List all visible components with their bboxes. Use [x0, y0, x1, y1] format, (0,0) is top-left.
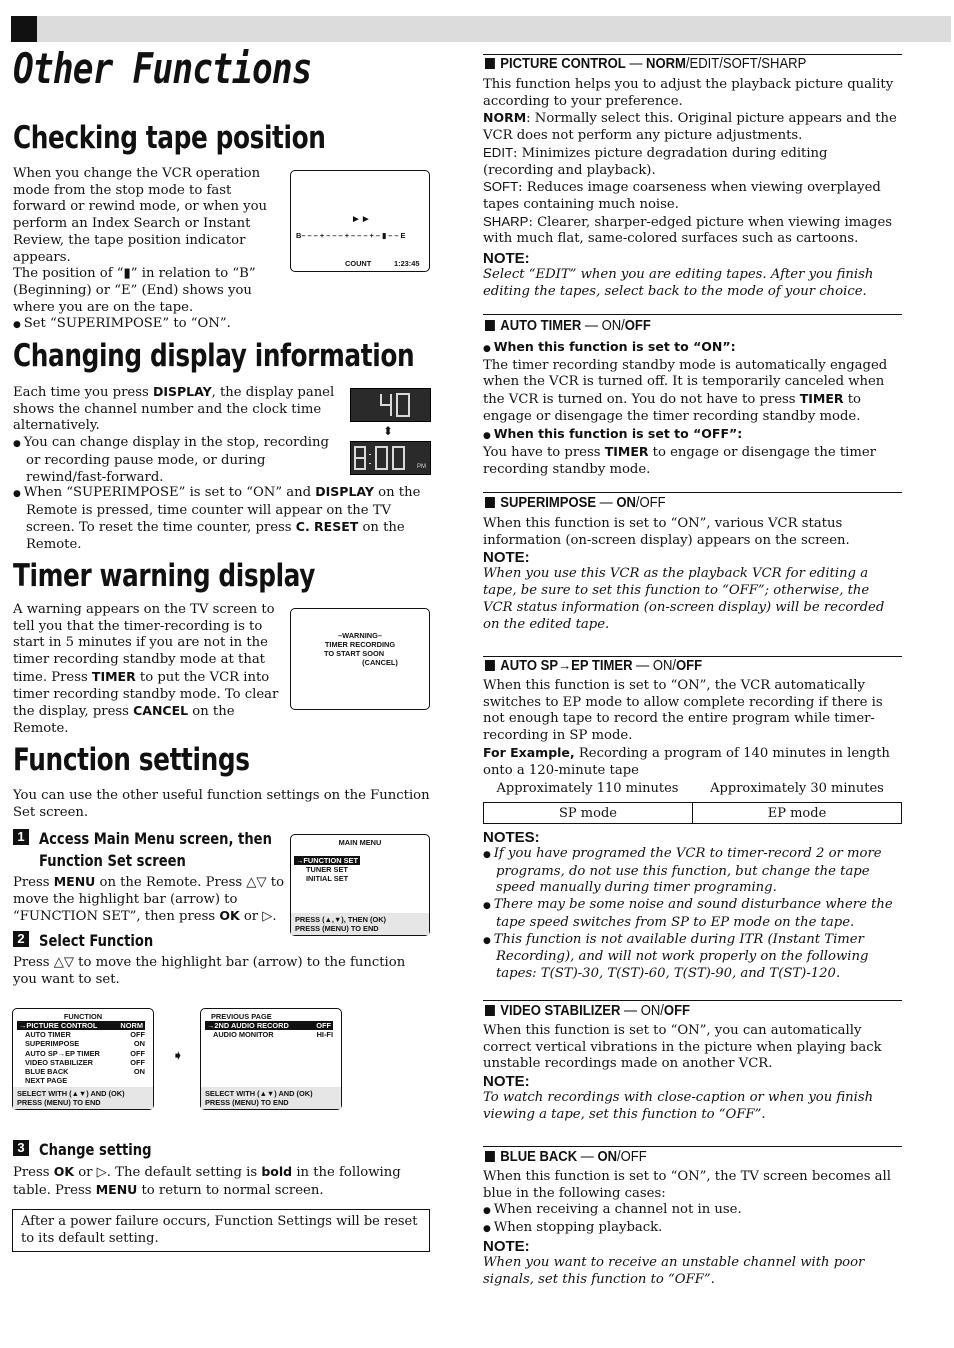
- auto-sp-ep-body: [483, 678, 902, 779]
- auto-sp-ep-note-3: ● This function is not available during ITR (Instant Timer Recording), and will not work properly on the following tapes: T(ST)-30, T(ST)-60, T(ST)-90, and T(ST)-120.: [483, 932, 902, 983]
- square-bullet-icon: [485, 1151, 495, 1162]
- text-span: : Normally select this. Original picture appears and the VCR does not perform any picture adjustments.: [483, 111, 897, 144]
- auto-timer-body: [483, 339, 902, 479]
- heading-text: ON/: [652, 658, 677, 674]
- step-3-number: 3: [13, 1140, 29, 1156]
- function-row-blue-back[interactable]: [17, 1067, 145, 1076]
- function-menu-2-footer-line-1: SELECT WITH (▲▼) AND (OK): [205, 1089, 313, 1098]
- function-menu-footer-line-2: PRESS (MENU) TO END: [17, 1098, 101, 1107]
- text-span: to engage or disengage the timer recording standby mode.: [483, 392, 861, 424]
- warning-text: [291, 631, 429, 667]
- text-span: on the Remote.: [26, 520, 405, 553]
- row-value: OFF: [316, 1021, 331, 1030]
- heading-text: ON: [597, 1149, 618, 1165]
- power-failure-note: After a power failure occurs, Function Settings will be reset to its default setting.: [12, 1209, 430, 1252]
- warning-line-4: (CANCEL): [362, 658, 398, 667]
- step-1-paragraph: [13, 874, 285, 926]
- text-span: When “SUPERIMPOSE” is set to “ON” and: [23, 485, 316, 500]
- function-intro: You can use the other useful function settings on the Function Set screen.: [13, 788, 430, 820]
- menu-key: MENU: [53, 874, 96, 889]
- row-value: OFF: [130, 1030, 145, 1040]
- heading-text: —: [620, 1003, 641, 1019]
- picture-soft: [483, 179, 902, 213]
- tape-position-screen: [290, 170, 430, 272]
- picture-edit: [483, 145, 902, 179]
- step-2-number: 2: [13, 931, 29, 947]
- function-row-auto-timer[interactable]: [17, 1030, 145, 1039]
- c-reset-key: C. RESET: [295, 519, 359, 535]
- tape-position-bar: B– – – + – – – + – – – + – ▮ – – E: [296, 231, 406, 240]
- rule-video-stabilizer: [483, 1000, 902, 1001]
- heading-text: SUPERIMPOSE: [500, 495, 597, 511]
- ep-approx-label: Approximately 30 minutes: [710, 781, 884, 796]
- auto-timer-off-text: [483, 444, 902, 478]
- text-span: to engage or disengage the timer recording standby mode.: [483, 445, 876, 477]
- text-span: or ▷.: [239, 909, 277, 925]
- row-name: VIDEO STABILIZER: [25, 1057, 94, 1067]
- step-2-heading: Select Function: [39, 931, 154, 950]
- rule-picture-control: [483, 54, 902, 55]
- heading-text: AUTO SP→EP TIMER: [500, 658, 633, 674]
- display-key: DISPLAY: [152, 384, 212, 399]
- menu-item-tuner-set[interactable]: TUNER SET: [306, 865, 348, 874]
- function-row-next-page[interactable]: NEXT PAGE: [25, 1076, 68, 1086]
- menu-item-initial-set[interactable]: INITIAL SET: [306, 874, 349, 883]
- function-menu-2-list: [205, 1021, 333, 1039]
- function-row-video-stabilizer[interactable]: [17, 1058, 145, 1067]
- row-value: OFF: [130, 1048, 145, 1058]
- auto-sp-ep-notes-heading: NOTES:: [483, 829, 540, 846]
- step-1-heading: [39, 828, 272, 872]
- function-row-picture-control[interactable]: [17, 1021, 145, 1030]
- text-span: : Reduces image coarseness when viewing overplayed tapes containing much noise.: [483, 180, 881, 212]
- heading-text: OFF: [663, 1003, 691, 1019]
- square-bullet-icon: [485, 1005, 495, 1016]
- row-name: →PICTURE CONTROL: [19, 1021, 98, 1030]
- function-menu-footer-line-1: SELECT WITH (▲▼) AND (OK): [17, 1089, 125, 1098]
- display-key: DISPLAY: [315, 484, 374, 499]
- previous-page-item[interactable]: PREVIOUS PAGE: [211, 1012, 272, 1021]
- main-menu-list: [294, 856, 360, 883]
- heading-checking-tape-position: Checking tape position: [13, 120, 326, 156]
- menu-key: MENU: [95, 1181, 138, 1197]
- main-menu-footer-line-1: PRESS (▲,▼), THEN (OK): [295, 915, 387, 924]
- blue-back-body: [483, 1169, 902, 1288]
- checking-paragraph-2: The position of “▮” in relation to “B” (Beginning) or “E” (End) shows you where you are on the tape.: [13, 266, 256, 315]
- sp-approx-label: Approximately 110 minutes: [496, 781, 679, 796]
- display-bullet-2: [13, 484, 427, 554]
- count-label: COUNT: [345, 259, 372, 268]
- text-span: Recording a program of 140 minutes in length onto a 120-minute tape: [483, 745, 890, 778]
- text-span: , the display panel shows the channel number and the clock time alternatively.: [13, 385, 335, 434]
- section-heading-blue-back: [485, 1149, 647, 1165]
- picture-sharp: [483, 214, 902, 248]
- step-1-text: [13, 874, 285, 926]
- text-span: The timer recording standby mode is automatically engaged when the VCR is turned off. It is temporarily canceled when the VCR is turned on. You do not have to press: [483, 357, 888, 408]
- text-span: on the Remote. Press △▽ to move the highlight bar (arrow) to “FUNCTION SET”, then press: [13, 875, 285, 925]
- auto-sp-ep-example: [483, 745, 902, 779]
- display-bullet-1: ● You can change display in the stop, recording or recording pause mode, or during rewind/fast-forward.: [13, 435, 335, 486]
- auto-sp-ep-note-1: ● If you have programed the VCR to timer-record 2 or more programs, do not use this function, but change the tape speed manually during timer programing.: [483, 846, 902, 897]
- row-value: NORM: [120, 1021, 143, 1030]
- text-span: : Clearer, sharper-edged picture when viewing images with much flat, same-colored surfaces such as cartoons.: [483, 214, 893, 247]
- square-bullet-icon: [485, 58, 495, 69]
- warning-line-2: TIMER RECORDING: [324, 640, 396, 649]
- warning-line-1: –WARNING–: [338, 631, 382, 640]
- auto-sp-ep-note-2: ● There may be some noise and sound disturbance where the tape speed switches from SP to EP mode on the tape.: [483, 897, 902, 931]
- header-block: [11, 16, 37, 42]
- function-row-auto-sp-ep[interactable]: [17, 1049, 145, 1058]
- auto-sp-ep-text: When this function is set to “ON”, the VCR automatically switches to EP mode to allow complete recording if there is not enough tape to record the entire program while timer-recording in SP mode.: [483, 678, 883, 744]
- lcd-clock-display: [350, 441, 431, 475]
- next-arrow-icon: ➧: [172, 1048, 184, 1064]
- blue-back-bullet-2: ● When stopping playback.: [483, 1220, 902, 1238]
- ok-key: OK: [219, 908, 240, 924]
- text-span: in the following table. Press: [13, 1165, 401, 1198]
- heading-text: —: [632, 658, 653, 674]
- timer-body: [13, 602, 285, 738]
- function-row-2nd-audio[interactable]: [205, 1021, 333, 1030]
- row-name: AUTO TIMER: [25, 1030, 71, 1040]
- function-menu-page-2-screen: [200, 1008, 342, 1110]
- heading-text: —: [577, 1149, 598, 1165]
- text-span: When this function is set to “ON”:: [493, 339, 736, 354]
- rule-superimpose: [483, 492, 902, 493]
- display-body: [13, 384, 335, 486]
- row-value: HI-FI: [316, 1030, 333, 1040]
- heading-text: ON/: [601, 318, 625, 334]
- lcd-pm-indicator: PM: [417, 464, 426, 470]
- display-bullet-2-wrap: [13, 484, 427, 554]
- warning-line-3: TO START SOON: [323, 649, 385, 658]
- text-span: NORM: [483, 110, 527, 126]
- bold-word: bold: [261, 1164, 293, 1179]
- text-span: on the Remote is pressed, time counter will appear on the TV screen. To reset the time counter, press: [26, 485, 421, 536]
- main-menu-footer-line-2: PRESS (MENU) TO END: [295, 924, 379, 933]
- text-span: When this function is set to “OFF”:: [493, 425, 743, 441]
- auto-timer-off-heading: [483, 426, 902, 445]
- heading-text: AUTO TIMER: [500, 318, 582, 334]
- function-menu-list: [17, 1021, 145, 1085]
- section-heading-video-stabilizer: [485, 1003, 690, 1019]
- display-paragraph: [13, 384, 335, 435]
- heading-changing-display: Changing display information: [13, 338, 415, 374]
- step-3-paragraph: [13, 1164, 431, 1199]
- picture-control-body: [483, 77, 902, 300]
- text-span: You have to press: [483, 445, 605, 461]
- text-span: on the Remote.: [13, 704, 235, 736]
- video-stabilizer-text: When this function is set to “ON”, you can automatically correct vertical vibrations in the picture when playing back unstable recordings made on another VCR.: [483, 1023, 882, 1072]
- text-span: Press: [13, 875, 54, 890]
- row-name: →2ND AUDIO RECORD: [207, 1021, 289, 1030]
- text-span: Press: [13, 1165, 54, 1180]
- superimpose-text: When this function is set to “ON”, various VCR status information (on-screen display) appears on the screen.: [483, 516, 850, 548]
- heading-function-settings: Function settings: [13, 742, 250, 778]
- heading-text: OFF: [676, 658, 703, 674]
- section-heading-auto-sp-ep: [485, 658, 702, 674]
- square-bullet-icon: [485, 320, 495, 331]
- menu-item-function-set[interactable]: →FUNCTION SET: [296, 856, 358, 865]
- cancel-key: CANCEL: [133, 703, 189, 719]
- blue-back-note-heading: NOTE:: [483, 1237, 530, 1255]
- timer-warning-screen: [290, 608, 430, 710]
- text-span: SOFT: [483, 179, 519, 195]
- timer-paragraph: [13, 602, 285, 738]
- step-1-heading-line-2: Function Set screen: [39, 851, 186, 870]
- main-menu-footer: [291, 913, 429, 935]
- heading-text: PICTURE CONTROL: [500, 56, 626, 72]
- step-3-heading: Change setting: [39, 1140, 152, 1159]
- rule-blue-back: [483, 1146, 902, 1147]
- lcd-channel-display: [350, 388, 431, 422]
- row-value: OFF: [130, 1057, 145, 1067]
- lcd-channel-digits: [351, 389, 430, 421]
- ep-mode-cell: EP mode: [693, 803, 902, 824]
- heading-text: —: [581, 318, 602, 334]
- text-span: or ▷. The default setting is: [74, 1165, 262, 1180]
- video-stabilizer-note: To watch recordings with close-caption or when you finish viewing a tape, set this function to “OFF”.: [483, 1090, 874, 1122]
- rule-auto-timer: [483, 314, 902, 315]
- step-1-heading-line-1: Access Main Menu screen, then: [39, 829, 272, 848]
- square-bullet-icon: [485, 660, 495, 671]
- count-value: 1:23:45: [394, 259, 420, 268]
- row-name: AUDIO MONITOR: [213, 1030, 274, 1040]
- page-title: Other Functions: [13, 44, 312, 93]
- heading-text: /EDIT/SOFT/SHARP: [685, 56, 807, 72]
- text-span: TIMER: [799, 391, 844, 407]
- heading-text: —: [596, 495, 617, 511]
- function-row-superimpose[interactable]: [17, 1039, 145, 1048]
- text-span: EDIT: [483, 144, 514, 160]
- heading-text: /OFF: [635, 495, 666, 511]
- function-menu-2-footer-line-2: PRESS (MENU) TO END: [205, 1098, 289, 1107]
- text-span: to put the VCR into timer recording standby mode. To clear the display, press: [13, 669, 279, 720]
- heading-text: VIDEO STABILIZER: [500, 1003, 621, 1019]
- function-menu-title: FUNCTION: [63, 1012, 103, 1021]
- text-span: SHARP: [483, 213, 529, 229]
- heading-text: —: [625, 56, 647, 72]
- rule-auto-sp-ep: [483, 656, 902, 657]
- function-menu-2-footer: [201, 1087, 341, 1109]
- picture-note-heading: NOTE:: [483, 250, 530, 268]
- function-menu-screen: [12, 1008, 154, 1110]
- section-heading-auto-timer: [485, 318, 651, 334]
- section-heading-superimpose: [485, 495, 666, 511]
- row-name: BLUE BACK: [25, 1067, 69, 1077]
- picture-note: Select “EDIT” when you are editing tapes. After you finish editing the tapes, select back to the mode of your choice.: [483, 267, 874, 299]
- step-3-text: [13, 1164, 431, 1199]
- heading-text: ON/: [640, 1003, 664, 1019]
- toggle-arrows-icon: ⬍: [383, 424, 394, 438]
- auto-timer-on-text: [483, 358, 902, 426]
- ok-key: OK: [53, 1164, 75, 1179]
- text-span: Each time you press: [13, 385, 153, 400]
- video-stabilizer-body: [483, 1023, 902, 1124]
- fast-forward-icon: ►►: [351, 214, 371, 225]
- heading-text: /OFF: [617, 1149, 647, 1165]
- auto-timer-on-heading: [483, 339, 902, 358]
- text-span: : Minimizes picture degradation during editing (recording and playback).: [483, 145, 828, 178]
- blue-back-note: When you want to receive an unstable channel with poor signals, set this function to “OFF”.: [483, 1254, 865, 1287]
- heading-text: BLUE BACK: [500, 1149, 578, 1165]
- text-span: A warning appears on the TV screen to tell you that the timer-recording is to start in 5 minutes if you are not in the timer recording standby mode at that time. Press: [13, 602, 275, 685]
- checking-body: [13, 166, 275, 334]
- row-value: ON: [133, 1067, 145, 1077]
- checking-bullet: ● Set “SUPERIMPOSE” to “ON”.: [13, 316, 275, 334]
- superimpose-note-heading: NOTE:: [483, 549, 530, 567]
- main-menu-screen: [290, 834, 430, 936]
- auto-sp-ep-notes: [483, 829, 902, 983]
- heading-text: OFF: [624, 318, 651, 334]
- timer-key: TIMER: [91, 668, 136, 684]
- sp-mode-cell: SP mode: [484, 803, 693, 824]
- text-span: to return to normal screen.: [137, 1182, 324, 1198]
- row-value: ON: [133, 1039, 145, 1049]
- picture-intro: This function helps you to adjust the playback picture quality according to your preference.: [483, 77, 894, 109]
- section-heading-picture-control: [485, 56, 806, 72]
- row-name: SUPERIMPOSE: [25, 1039, 80, 1049]
- heading-timer-warning: Timer warning display: [13, 558, 316, 594]
- text-span: For Example,: [483, 744, 575, 760]
- superimpose-body: [483, 516, 902, 633]
- blue-back-text: When this function is set to “ON”, the TV screen becomes all blue in the following cases:: [483, 1169, 891, 1201]
- heading-text: ON: [616, 495, 636, 511]
- heading-text: NORM: [646, 56, 686, 72]
- sp-ep-table: [483, 802, 902, 824]
- video-stabilizer-note-heading: NOTE:: [483, 1073, 530, 1091]
- blue-back-bullet-1: ● When receiving a channel not in use.: [483, 1202, 902, 1220]
- checking-paragraph: When you change the VCR operation mode from the stop mode to fast forward or rewind mode, or when you perform an Index Search or Instant Review, the tape position indicator appears.: [13, 166, 268, 265]
- main-menu-title: MAIN MENU: [338, 838, 382, 847]
- function-menu-footer: [13, 1087, 153, 1109]
- row-name: AUTO SP→EP TIMER: [25, 1048, 100, 1058]
- step-1-number: 1: [13, 829, 29, 845]
- superimpose-note: When you use this VCR as the playback VCR for editing a tape, be sure to set this function to “OFF”; otherwise, the VCR status information (on-screen display) will be recorded on the edited tape.: [483, 566, 885, 632]
- picture-norm: [483, 110, 902, 144]
- header-bar: [11, 16, 951, 42]
- text-span: TIMER: [604, 444, 649, 460]
- square-bullet-icon: [485, 497, 495, 508]
- function-row-audio-monitor[interactable]: [205, 1030, 333, 1039]
- step-2-text: Press △▽ to move the highlight bar (arrow) to the function you want to set.: [13, 955, 406, 987]
